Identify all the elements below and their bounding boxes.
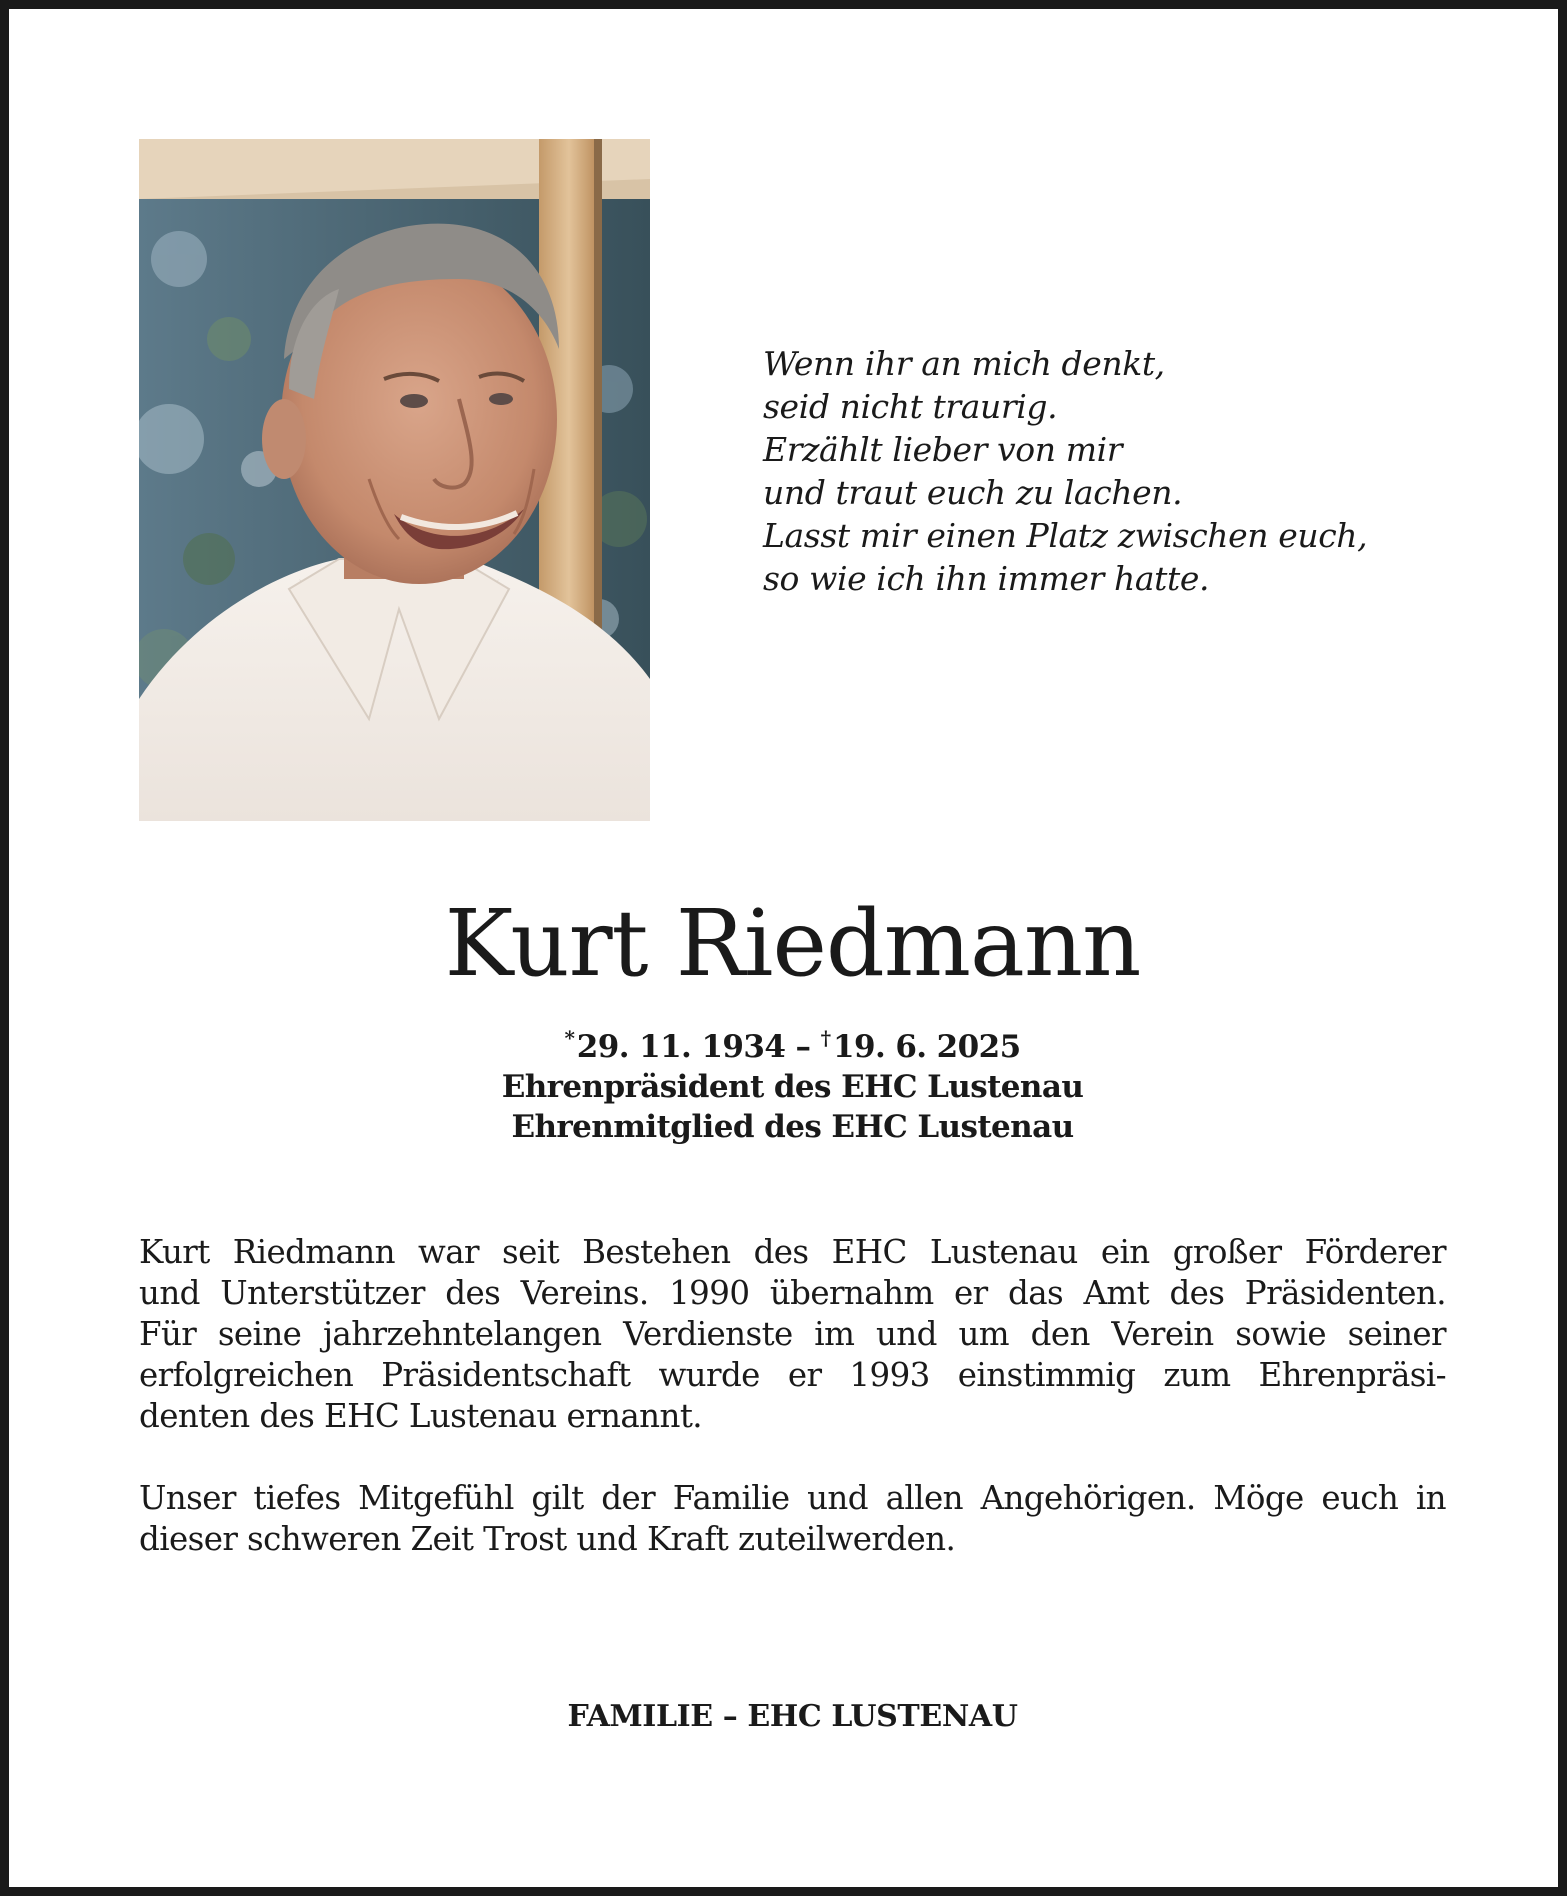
- text-line: denten des EHC Lustenau ernannt.: [139, 1397, 703, 1435]
- honorary-title: Ehrenpräsident des EHC Lustenau: [501, 1069, 1084, 1105]
- date-separator: –: [795, 1029, 811, 1065]
- memorial-poem: [763, 342, 1483, 600]
- poem-line: Erzählt lieber von mir: [763, 430, 1123, 469]
- poem-line: Lasst mir einen Platz zwischen euch,: [763, 516, 1368, 555]
- text-line: erfolgreichen Präsidentschaft wurde er 1993 einstimmig zum Ehrenpräsi-: [139, 1356, 1446, 1394]
- text-line: Unser tiefes Mitgefühl gilt der Familie und allen Angehörigen. Möge euch in: [139, 1479, 1446, 1517]
- poem-line: so wie ich ihn immer hatte.: [763, 559, 1210, 598]
- honorary-title: Ehrenmitglied des EHC Lustenau: [511, 1109, 1074, 1145]
- text-line: dieser schweren Zeit Trost und Kraft zuteilwerden.: [139, 1520, 956, 1558]
- birth-symbol: *: [564, 1026, 575, 1050]
- portrait-illustration: [139, 139, 650, 821]
- paragraph-gap: [139, 1437, 1446, 1478]
- poem-line: und traut euch zu lachen.: [763, 473, 1183, 512]
- deceased-name: Kurt Riedmann: [444, 890, 1141, 997]
- death-symbol: †: [820, 1026, 831, 1050]
- text-line: Für seine jahrzehntelangen Verdienste im und um den Verein sowie seiner: [139, 1315, 1446, 1353]
- life-dates: [9, 1027, 1567, 1067]
- birth-date: 29. 11. 1934: [576, 1029, 786, 1065]
- signature: FAMILIE – EHC LUSTENAU: [567, 1699, 1018, 1734]
- poem-line: Wenn ihr an mich denkt,: [763, 344, 1165, 383]
- poem-line: seid nicht traurig.: [763, 387, 1058, 426]
- text-line: und Unterstützer des Vereins. 1990 übernahm er das Amt des Präsidenten.: [139, 1274, 1446, 1312]
- text-line: Kurt Riedmann war seit Bestehen des EHC Lustenau ein großer Förderer: [139, 1233, 1446, 1271]
- death-date: 19. 6. 2025: [833, 1029, 1021, 1065]
- life-details: [9, 1027, 1567, 1147]
- portrait-photo: [139, 139, 650, 821]
- obituary-text: [139, 1232, 1446, 1560]
